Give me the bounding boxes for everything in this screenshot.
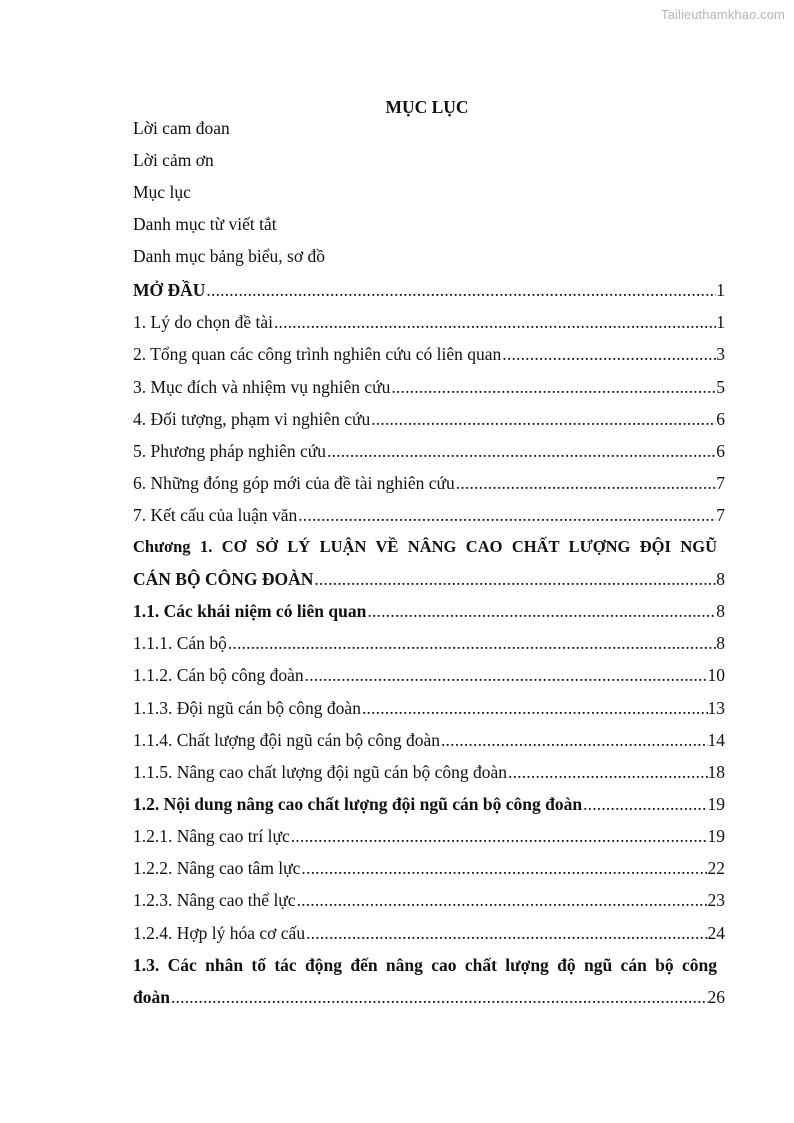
toc-entry-label: 1.1.5. Nâng cao chất lượng đội ngũ cán bộ công đoàn	[133, 762, 507, 782]
toc-entry	[133, 890, 725, 911]
toc-page-number: 19	[707, 826, 725, 846]
toc-page-number: 3	[716, 344, 725, 364]
toc-entry-label: 1.1.3. Đội ngũ cán bộ công đoàn	[133, 698, 361, 718]
toc-entry-mo-dau	[133, 280, 725, 301]
toc-entry-label: 1.1.2. Cán bộ công đoàn	[133, 665, 304, 685]
toc-entry-label: 6. Những đóng góp mới của đề tài nghiên cứu	[133, 473, 455, 493]
dot-leader	[170, 987, 708, 1008]
front-matter-item: Danh mục từ viết tắt	[133, 214, 277, 234]
toc-entry-label: 1.2.4. Hợp lý hóa cơ cấu	[133, 923, 306, 943]
toc-entry-label: 3. Mục đích và nhiệm vụ nghiên cứu	[133, 377, 391, 397]
toc-section-1-3-heading-line1: 1.3. Các nhân tố tác động đến nâng cao chất lượng độ ngũ cán bộ công	[133, 955, 717, 975]
toc-entry-label: 1.1.4. Chất lượng đội ngũ cán bộ công đoàn	[133, 730, 440, 750]
toc-entry	[133, 762, 725, 783]
toc-entry	[133, 633, 725, 654]
dot-leader	[455, 473, 716, 494]
dot-leader	[507, 762, 708, 783]
toc-page-number: 1	[716, 312, 725, 332]
toc-entry	[133, 377, 725, 398]
dot-leader	[297, 505, 716, 526]
toc-page-number: 24	[707, 923, 725, 943]
dot-leader	[440, 730, 708, 751]
toc-entry	[133, 473, 725, 494]
dot-leader	[326, 441, 716, 462]
toc-entry	[133, 826, 725, 847]
toc-page-number: 23	[707, 890, 725, 910]
toc-page-number: 14	[707, 730, 725, 750]
toc-entry-section-1-2	[133, 794, 725, 815]
toc-entry-section-1-3	[133, 987, 725, 1008]
dot-leader	[296, 890, 708, 911]
front-matter-item: Lời cam đoan	[133, 118, 230, 138]
dot-leader	[300, 858, 707, 879]
toc-page-number: 18	[707, 762, 725, 782]
dot-leader	[305, 923, 707, 944]
toc-entry-label: MỞ ĐẦU	[133, 280, 206, 300]
toc-page-number: 7	[716, 505, 725, 525]
toc-entry-label: CÁN BỘ CÔNG ĐOÀN	[133, 569, 314, 589]
dot-leader	[304, 665, 708, 686]
watermark-text: Tailieuthamkhao.com	[660, 7, 785, 22]
toc-entry-label: 4. Đối tượng, phạm vi nghiên cứu	[133, 409, 371, 429]
toc-page-number: 10	[707, 665, 725, 685]
toc-entry-label: 1.2. Nội dung nâng cao chất lượng đội ngũ cán bộ công đoàn	[133, 794, 583, 814]
toc-page-number: 8	[716, 601, 725, 621]
toc-chapter-1-heading-line1: Chương 1. CƠ SỞ LÝ LUẬN VỀ NÂNG CAO CHẤT LƯỢNG ĐỘI NGŨ	[133, 537, 717, 556]
toc-entry-label: 1.1.1. Cán bộ	[133, 633, 227, 653]
dot-leader	[290, 826, 708, 847]
dot-leader	[227, 633, 716, 654]
toc-entry-label: 1.2.2. Nâng cao tâm lực	[133, 858, 301, 878]
toc-page-number: 8	[716, 633, 725, 653]
toc-entry-label: 1.2.3. Nâng cao thể lực	[133, 890, 296, 910]
toc-page-number: 13	[707, 698, 725, 718]
toc-entry-label: 1.1. Các khái niệm có liên quan	[133, 601, 367, 621]
toc-entry	[133, 698, 725, 719]
front-matter-item: Danh mục bảng biểu, sơ đồ	[133, 246, 325, 266]
dot-leader	[390, 377, 716, 398]
toc-entry	[133, 505, 725, 526]
toc-entry-label: đoàn	[133, 987, 170, 1007]
toc-entry-label: 2. Tổng quan các công trình nghiên cứu có liên quan	[133, 344, 502, 364]
dot-leader	[361, 698, 708, 719]
toc-page-number: 22	[707, 858, 725, 878]
toc-entry-section-1-1	[133, 601, 725, 622]
toc-entry-label: 1.2.1. Nâng cao trí lực	[133, 826, 290, 846]
toc-entry	[133, 344, 725, 365]
dot-leader	[370, 409, 716, 430]
page-title: MỤC LỤC	[385, 97, 469, 117]
dot-leader	[366, 601, 716, 622]
toc-entry	[133, 858, 725, 879]
dot-leader	[501, 344, 716, 365]
toc-page-number: 8	[716, 569, 725, 589]
toc-entry	[133, 730, 725, 751]
toc-entry	[133, 665, 725, 686]
toc-entry	[133, 923, 725, 944]
toc-entry-label: 7. Kết cấu của luận văn	[133, 505, 298, 525]
toc-page-number: 7	[716, 473, 725, 493]
dot-leader	[582, 794, 707, 815]
toc-entry	[133, 409, 725, 430]
toc-page-number: 26	[707, 987, 725, 1007]
toc-entry	[133, 441, 725, 462]
toc-entry	[133, 312, 725, 333]
toc-page-number: 6	[716, 441, 725, 461]
dot-leader	[313, 569, 716, 590]
dot-leader	[205, 280, 716, 301]
toc-entry-chapter-1	[133, 569, 725, 590]
front-matter-item: Lời cảm ơn	[133, 150, 214, 170]
toc-page-number: 5	[716, 377, 725, 397]
toc-entry-label: 1. Lý do chọn đề tài	[133, 312, 273, 332]
front-matter-item: Mục lục	[133, 182, 191, 202]
toc-entry-label: 5. Phương pháp nghiên cứu	[133, 441, 326, 461]
toc-page-number: 19	[707, 794, 725, 814]
toc-page-number: 1	[716, 280, 725, 300]
toc-page-number: 6	[716, 409, 725, 429]
dot-leader	[273, 312, 716, 333]
